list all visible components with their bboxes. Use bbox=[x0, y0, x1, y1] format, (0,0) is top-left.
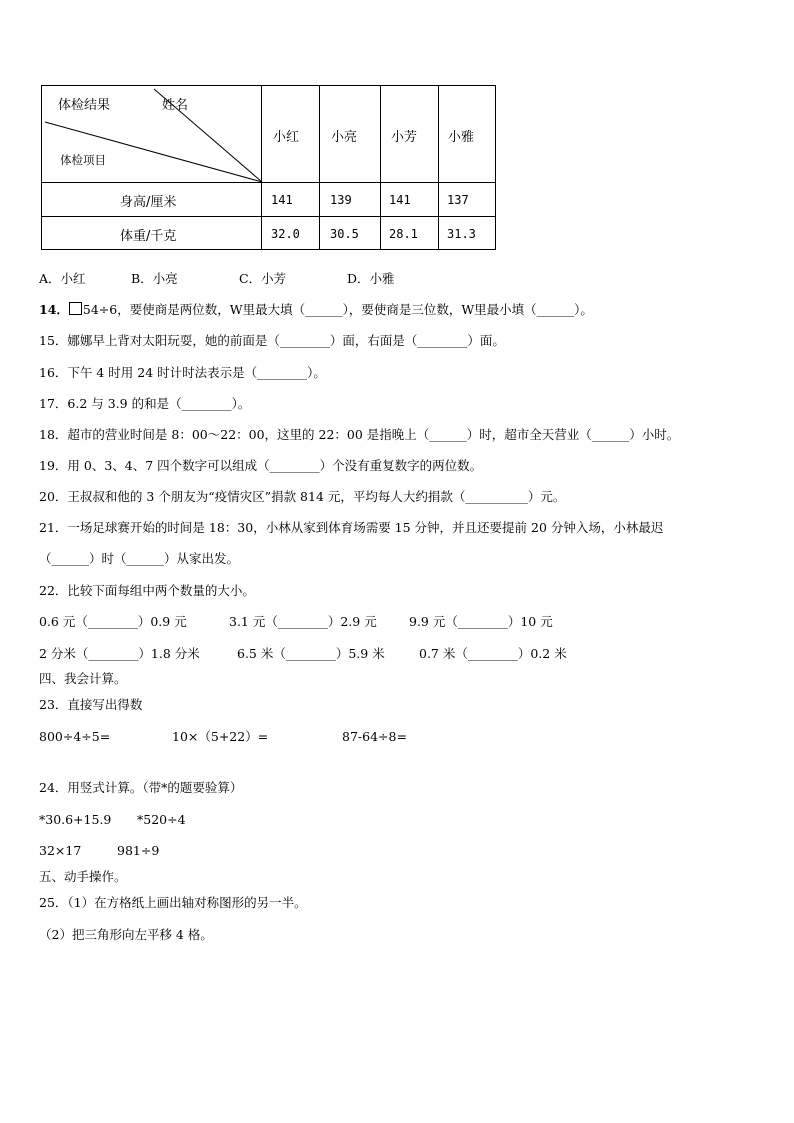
calc-2: 10×（5+22）= bbox=[172, 729, 269, 744]
question-16: 16．下午 4 时用 24 时计时法表示是（________）。 bbox=[39, 365, 326, 380]
option-d: D．小雅 bbox=[347, 271, 395, 286]
compare-1: 0.6 元（________）0.9 元 bbox=[39, 614, 187, 629]
vertical-calc-1: *30.6+15.9 bbox=[39, 812, 112, 827]
header-diagonal-lines bbox=[42, 86, 497, 251]
question-22-row1 bbox=[39, 614, 553, 630]
question-17: 17．6.2 与 3.9 的和是（________）。 bbox=[39, 396, 251, 411]
question-19: 19．用 0、3、4、7 四个数字可以组成（________）个没有重复数字的两位数。 bbox=[39, 458, 483, 473]
name-xiaoliang: 小亮 bbox=[331, 130, 358, 145]
blank-square-icon bbox=[69, 302, 82, 315]
weight-xiaoya: 31.3 bbox=[447, 227, 476, 241]
compare-4: 2 分米（________）1.8 分米 bbox=[39, 646, 200, 661]
question-21-line1: 21．一场足球赛开始的时间是 18：30，小林从家到体育场需要 15 分钟，并且还要提前 20 分钟入场，小林最迟 bbox=[39, 520, 664, 535]
vertical-calc-2: *520÷4 bbox=[137, 812, 186, 827]
weight-xiaofang: 28.1 bbox=[389, 227, 418, 241]
question-21-line2: （______）时（______）从家出发。 bbox=[39, 551, 240, 566]
question-24: 24．用竖式计算。（带*的题要验算） bbox=[39, 780, 243, 795]
question-20: 20．王叔叔和他的 3 个朋友为“疫情灾区”捐款 814 元，平均每人大约捐款（__________）元。 bbox=[39, 489, 566, 504]
compare-2: 3.1 元（________）2.9 元 bbox=[229, 614, 377, 629]
option-a: A．小红 bbox=[39, 271, 86, 286]
question-24-row1 bbox=[39, 812, 186, 828]
question-14-number: 14． bbox=[39, 302, 69, 317]
question-22: 22．比较下面每组中两个数量的大小。 bbox=[39, 583, 255, 598]
name-xiaohong: 小红 bbox=[273, 130, 300, 145]
answer-options bbox=[39, 271, 395, 287]
header-name-label: 姓名 bbox=[162, 98, 189, 113]
height-xiaoya: 137 bbox=[447, 193, 469, 207]
compare-3: 9.9 元（________）10 元 bbox=[409, 614, 553, 629]
question-18: 18．超市的营业时间是 8：00～22：00，这里的 22：00 是指晚上（______）时，超市全天营业（______）小时。 bbox=[39, 427, 680, 442]
row-weight-label: 体重/千克 bbox=[120, 229, 177, 244]
calc-3: 87-64÷8= bbox=[342, 729, 407, 744]
section-4-heading: 四、我会计算。 bbox=[39, 671, 127, 686]
question-24-row2 bbox=[39, 843, 159, 859]
question-25-part1: 25．（1）在方格纸上画出轴对称图形的另一半。 bbox=[39, 895, 307, 910]
compare-6: 0.7 米（________）0.2 米 bbox=[419, 646, 567, 661]
health-check-table bbox=[41, 85, 496, 250]
header-item-label: 体检项目 bbox=[60, 153, 106, 167]
option-b: B．小亮 bbox=[131, 271, 178, 286]
vertical-calc-4: 981÷9 bbox=[117, 843, 160, 858]
vertical-calc-3: 32×17 bbox=[39, 843, 82, 858]
row-height-label: 身高/厘米 bbox=[120, 195, 177, 210]
option-c: C．小芳 bbox=[239, 271, 287, 286]
question-15: 15．娜娜早上背对太阳玩耍，她的前面是（________）面，右面是（________）面。 bbox=[39, 333, 505, 348]
height-xiaoliang: 139 bbox=[330, 193, 352, 207]
question-14 bbox=[39, 302, 593, 318]
compare-5: 6.5 米（________）5.9 米 bbox=[237, 646, 385, 661]
name-xiaofang: 小芳 bbox=[391, 130, 418, 145]
height-xiaohong: 141 bbox=[271, 193, 293, 207]
question-23-items bbox=[39, 729, 407, 745]
header-result-label: 体检结果 bbox=[58, 98, 111, 113]
calc-1: 800÷4÷5= bbox=[39, 729, 111, 744]
weight-xiaohong: 32.0 bbox=[271, 227, 300, 241]
question-14-text: 54÷6，要使商是两位数，W里最大填（______），要使商是三位数，W里最小填（______）。 bbox=[82, 302, 593, 317]
height-xiaofang: 141 bbox=[389, 193, 411, 207]
question-23: 23．直接写出得数 bbox=[39, 697, 143, 712]
question-25-part2: （2）把三角形向左平移 4 格。 bbox=[39, 927, 213, 942]
question-22-row2 bbox=[39, 646, 567, 662]
name-xiaoya: 小雅 bbox=[448, 130, 475, 145]
weight-xiaoliang: 30.5 bbox=[330, 227, 359, 241]
section-5-heading: 五、动手操作。 bbox=[39, 869, 127, 884]
